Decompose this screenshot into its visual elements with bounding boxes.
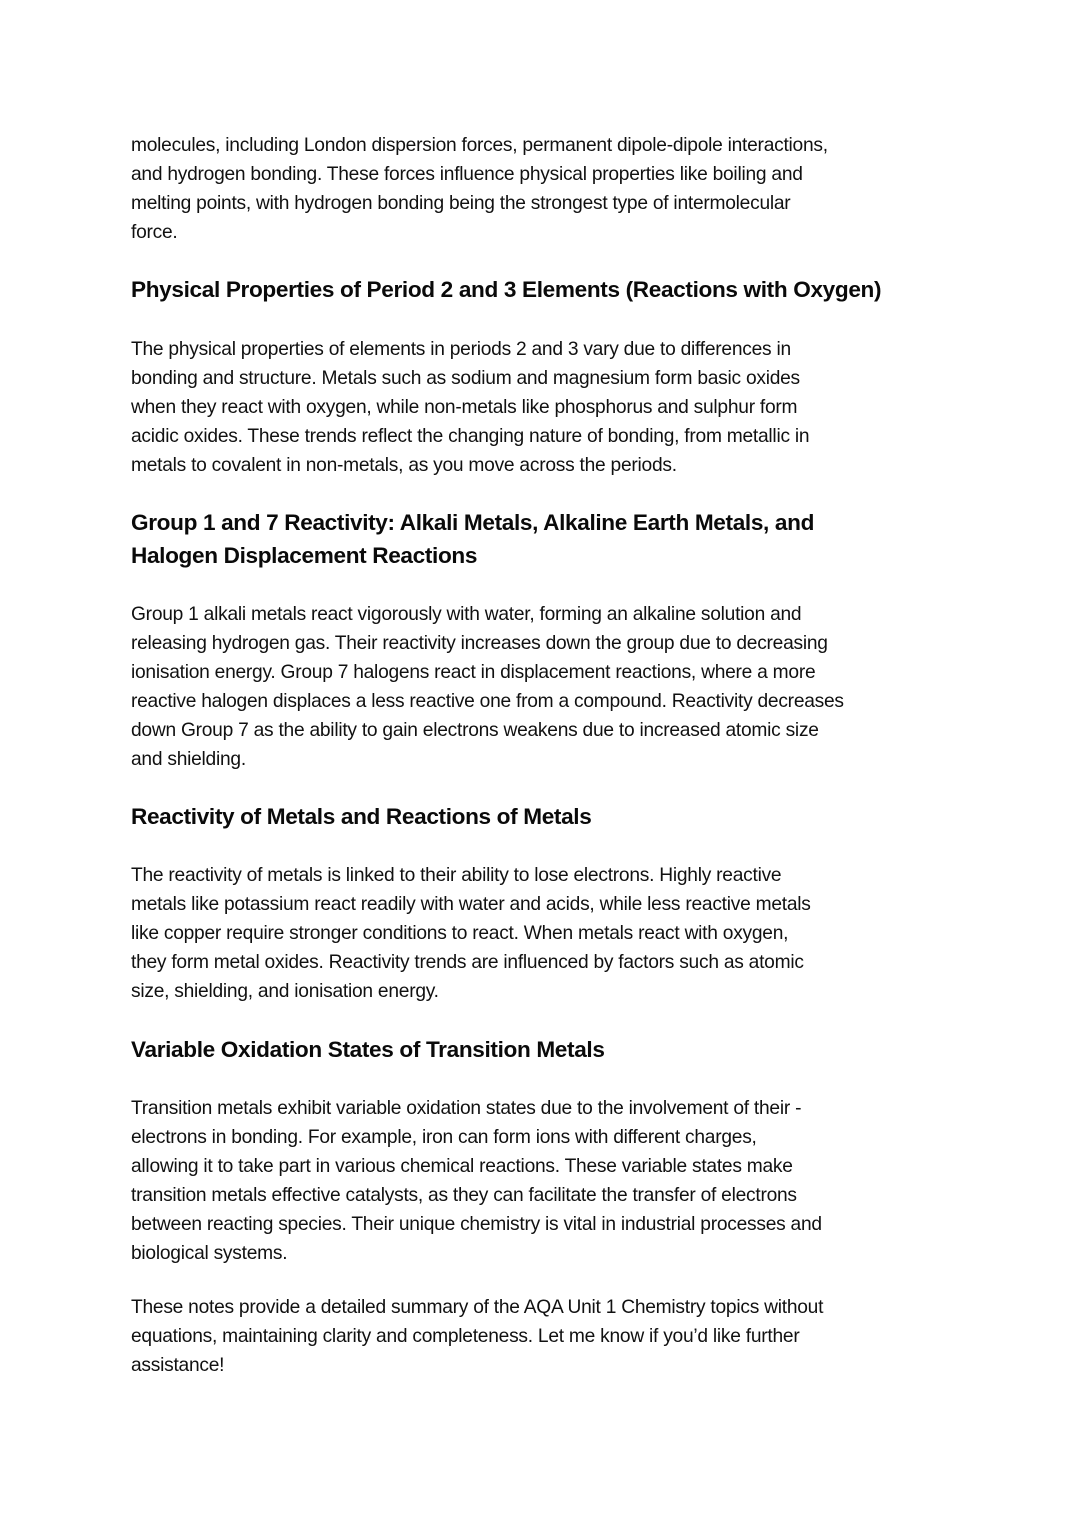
transition-metals-paragraph xyxy=(131,1094,961,1268)
text-line: melting points, with hydrogen bonding being the strongest type of intermolecular xyxy=(131,193,791,214)
heading-line: Halogen Displacement Reactions xyxy=(131,543,478,568)
closing-paragraph xyxy=(131,1293,961,1380)
text-line: reactive halogen displaces a less reactive one from a compound. Reactivity decreases xyxy=(131,691,844,712)
reactivity-of-metals-paragraph xyxy=(131,861,961,1006)
text-line: when they react with oxygen, while non-metals like phosphorus and sulphur form xyxy=(131,397,798,418)
text-line: like copper require stronger conditions to react. When metals react with oxygen, xyxy=(131,923,789,944)
text-line: These notes provide a detailed summary of the AQA Unit 1 Chemistry topics without xyxy=(131,1297,824,1318)
text-line: transition metals effective catalysts, as they can facilitate the transfer of electrons xyxy=(131,1185,797,1206)
intermolecular-forces-paragraph xyxy=(131,131,961,247)
text-line: and hydrogen bonding. These forces influence physical properties like boiling and xyxy=(131,164,803,185)
heading-line: Physical Properties of Period 2 and 3 Elements (Reactions with Oxygen) xyxy=(131,277,882,302)
heading-line: Group 1 and 7 Reactivity: Alkali Metals, Alkaline Earth Metals, and xyxy=(131,510,815,535)
text-line: The reactivity of metals is linked to their ability to lose electrons. Highly reactive xyxy=(131,865,782,886)
text-line: The physical properties of elements in periods 2 and 3 vary due to differences in xyxy=(131,339,791,360)
text-line: biological systems. xyxy=(131,1243,288,1264)
text-line: metals to covalent in non-metals, as you move across the periods. xyxy=(131,455,677,476)
text-line: between reacting species. Their unique chemistry is vital in industrial processes and xyxy=(131,1214,822,1235)
text-line: molecules, including London dispersion forces, permanent dipole-dipole interactions, xyxy=(131,135,828,156)
text-line: ionisation energy. Group 7 halogens react in displacement reactions, where a more xyxy=(131,662,816,683)
text-line: down Group 7 as the ability to gain electrons weakens due to increased atomic size xyxy=(131,720,819,741)
section-heading-reactivity-of-metals xyxy=(131,800,961,833)
heading-line: Reactivity of Metals and Reactions of Metals xyxy=(131,804,592,829)
text-line: allowing it to take part in various chemical reactions. These variable states make xyxy=(131,1156,793,1177)
text-line: electrons in bonding. For example, iron can form ions with different charges, xyxy=(131,1127,757,1148)
text-line: they form metal oxides. Reactivity trends are influenced by factors such as atomic xyxy=(131,952,804,973)
text-line: bonding and structure. Metals such as sodium and magnesium form basic oxides xyxy=(131,368,800,389)
section-heading-period-2-3 xyxy=(131,273,961,306)
text-line: assistance! xyxy=(131,1355,225,1376)
group-1-7-paragraph xyxy=(131,600,961,774)
text-line: size, shielding, and ionisation energy. xyxy=(131,981,439,1002)
text-line: metals like potassium react readily with water and acids, while less reactive metals xyxy=(131,894,811,915)
text-line: and shielding. xyxy=(131,749,246,770)
section-heading-transition-metals xyxy=(131,1033,961,1066)
text-line: equations, maintaining clarity and completeness. Let me know if you’d like further xyxy=(131,1326,800,1347)
text-line: acidic oxides. These trends reflect the changing nature of bonding, from metallic in xyxy=(131,426,810,447)
period-2-3-paragraph xyxy=(131,335,961,480)
heading-line: Variable Oxidation States of Transition Metals xyxy=(131,1037,605,1062)
text-line: releasing hydrogen gas. Their reactivity increases down the group due to decreasing xyxy=(131,633,828,654)
text-line: force. xyxy=(131,222,178,243)
text-line: Group 1 alkali metals react vigorously with water, forming an alkaline solution and xyxy=(131,604,802,625)
section-heading-group-1-7 xyxy=(131,506,961,572)
text-line: Transition metals exhibit variable oxidation states due to the involvement of their - xyxy=(131,1098,802,1119)
